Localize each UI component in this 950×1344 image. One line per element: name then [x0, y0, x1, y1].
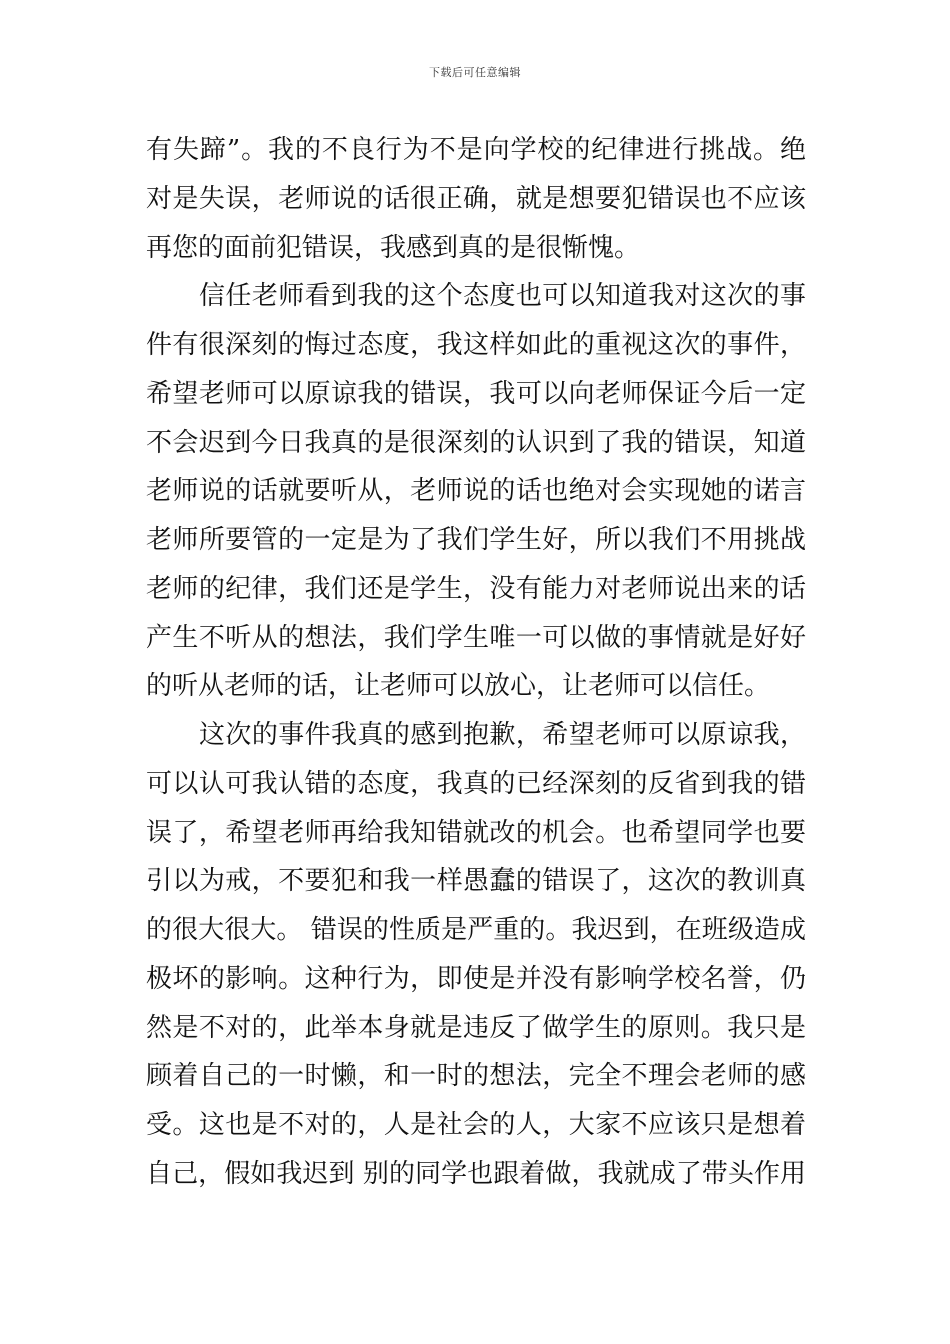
text-line: 引以为戒，不要犯和我一样愚蠢的错误了，这次的教训真 — [146, 866, 806, 897]
text-line: 误了，希望老师再给我知错就改的机会。也希望同学也要 — [146, 817, 806, 848]
text-line: 极坏的影响。这种行为，即使是并没有影响学校名誉，仍 — [146, 963, 806, 994]
text-line: 产生不听从的想法，我们学生唯一可以做的事情就是好好 — [146, 622, 806, 653]
text-line: 受。这也是不对的，人是社会的人，大家不应该只是想着 — [146, 1110, 806, 1140]
text-line: 老师所要管的一定是为了我们学生好，所以我们不用挑战 — [146, 525, 806, 555]
text-line: 老师说的话就要听从，老师说的话也绝对会实现她的诺言 — [146, 476, 806, 507]
text-line: 老师的纪律，我们还是学生，没有能力对老师说出来的话 — [146, 573, 806, 604]
document-body — [146, 126, 806, 1199]
text-line: 顾着自己的一时懒，和一时的想法，完全不理会老师的感 — [146, 1061, 806, 1092]
text-line: 有失蹄”。我的不良行为不是向学校的纪律进行挑战。绝 — [146, 135, 806, 165]
text-line: 信任老师看到我的这个态度也可以知道我对这次的事 — [199, 281, 806, 312]
text-line: 可以认可我认错的态度，我真的已经深刻的反省到我的错 — [146, 768, 806, 799]
text-line: 这次的事件我真的感到抱歉，希望老师可以原谅我， — [199, 720, 806, 750]
text-line: 自己，假如我迟到 别的同学也跟着做，我就成了带头作用 — [146, 1158, 806, 1189]
text-line: 希望老师可以原谅我的错误，我可以向老师保证今后一定 — [146, 378, 806, 409]
text-line: 再您的面前犯错误，我感到真的是很惭愧。 — [146, 232, 641, 263]
text-line: 的很大很大。 错误的性质是严重的。我迟到，在班级造成 — [146, 915, 806, 945]
text-line: 的听从老师的话，让老师可以放心，让老师可以信任。 — [146, 671, 771, 702]
text-line: 不会迟到今日我真的是很深刻的认识到了我的错误，知道 — [146, 427, 806, 458]
text-line: 件有很深刻的悔过态度，我这样如此的重视这次的事件， — [146, 330, 806, 360]
page-header: 下载后可任意编辑 — [429, 66, 521, 79]
text-line: 然是不对的，此举本身就是违反了做学生的原则。我只是 — [146, 1012, 806, 1043]
text-line: 对是失误，老师说的话很正确，就是想要犯错误也不应该 — [146, 183, 806, 214]
